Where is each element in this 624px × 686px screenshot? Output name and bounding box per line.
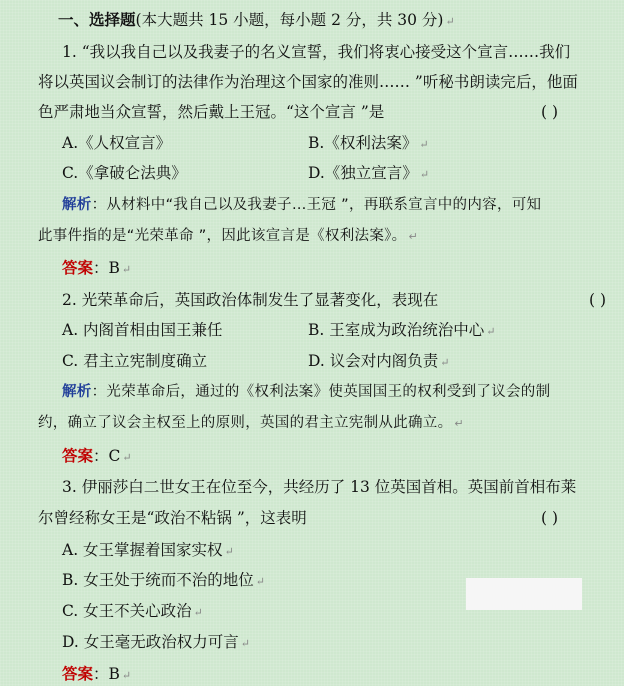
section-title: 一、选择题 — [58, 10, 136, 29]
q3-answer-bracket: ( ) — [540, 509, 558, 527]
q1-option-c: C.《拿破仑法典》 — [62, 164, 187, 182]
q1-stem-line-2: 将以英国议会制订的法律作为治理这个国家的准则…… ”听秘书朗读完后，他面 — [38, 73, 578, 91]
q1-answer: 答案：B ↵ — [62, 258, 132, 277]
q1-analysis-label: 解析 — [62, 197, 92, 213]
q2-option-b: B. 王室成为政治统治中心 ↵ — [308, 321, 496, 339]
q1-option-a: A.《人权宣言》 — [62, 134, 172, 152]
q1-stem-text: 色严肃地当众宣誓，然后戴上王冠。“这个宣言 ”是 — [38, 103, 385, 121]
q3-answer-value: ：B — [93, 665, 120, 683]
q2-analysis-line-2: 约，确立了议会主权至上的原则，英国的君主立宪制从此确立。 ↵ — [38, 415, 464, 431]
q1-analysis-line-2: 此事件指的是“光荣革命 ”，因此该宣言是《权利法案》。 ↵ — [38, 228, 419, 244]
q2-analysis-text: ：光荣革命后，通过的《权利法案》使英国国王的权利受到了议会的制 — [91, 384, 551, 400]
q3-stem-text: 尔曾经称女王是“政治不粘锅 ”，这表明 — [38, 509, 307, 527]
q1-answer-value: ：B — [93, 259, 120, 277]
q2-answer-bracket: ( ) — [588, 291, 606, 309]
q1-option-d: D.《独立宣言》 ↵ — [308, 164, 430, 182]
q2-answer-value: ：C — [93, 447, 121, 465]
q3-option-a: A. 女王掌握着国家实权 ↵ — [62, 541, 234, 559]
q1-stem-line-1: 1. “我以我自己以及我妻子的名义宣誓，我们将衷心接受这个宣言……我们 — [62, 43, 571, 61]
q1-analysis-text: ：从材料中“我自己以及我妻子…王冠 ”，再联系宣言中的内容，可知 — [91, 197, 542, 213]
q1-option-b: B.《权利法案》 ↵ — [308, 134, 429, 152]
q2-stem-line-1 — [62, 290, 622, 310]
q3-answer-label: 答案 — [62, 664, 94, 683]
q2-analysis-line-1 — [62, 382, 622, 402]
section-note: (本大题共 15 小题，每小题 2 分，共 30 分) — [135, 11, 444, 29]
q2-analysis-label: 解析 — [62, 384, 92, 400]
q3-option-d: D. 女王毫无政治权力可言 ↵ — [62, 633, 250, 651]
q3-option-c: C. 女王不关心政治 ↵ — [62, 602, 203, 620]
paragraph-mark: ↵ — [445, 15, 455, 28]
q1-answer-bracket: ( ) — [540, 103, 558, 121]
q1-stem-line-3 — [38, 102, 598, 122]
q2-option-d: D. 议会对内阁负责 ↵ — [308, 352, 450, 370]
section-heading — [58, 10, 618, 32]
q1-answer-label: 答案 — [62, 258, 94, 277]
q1-analysis-line-1 — [62, 195, 622, 215]
q3-stem-line-1: 3. 伊丽莎白二世女王在位至今，共经历了 13 位英国首相。英国前首相布莱 — [62, 478, 577, 496]
q2-option-c: C. 君主立宪制度确立 — [62, 352, 208, 370]
q2-stem-text: 2. 光荣革命后，英国政治体制发生了显著变化，表现在 — [62, 291, 439, 309]
q2-option-a: A. 内阁首相由国王兼任 — [62, 321, 223, 339]
q2-answer-label: 答案 — [62, 446, 94, 465]
q3-answer: 答案：B ↵ — [62, 664, 132, 683]
q3-option-b: B. 女王处于统而不治的地位 ↵ — [62, 571, 265, 589]
q2-answer: 答案：C ↵ — [62, 446, 132, 465]
q3-stem-line-2 — [38, 508, 598, 528]
faint-watermark-box — [466, 578, 582, 610]
